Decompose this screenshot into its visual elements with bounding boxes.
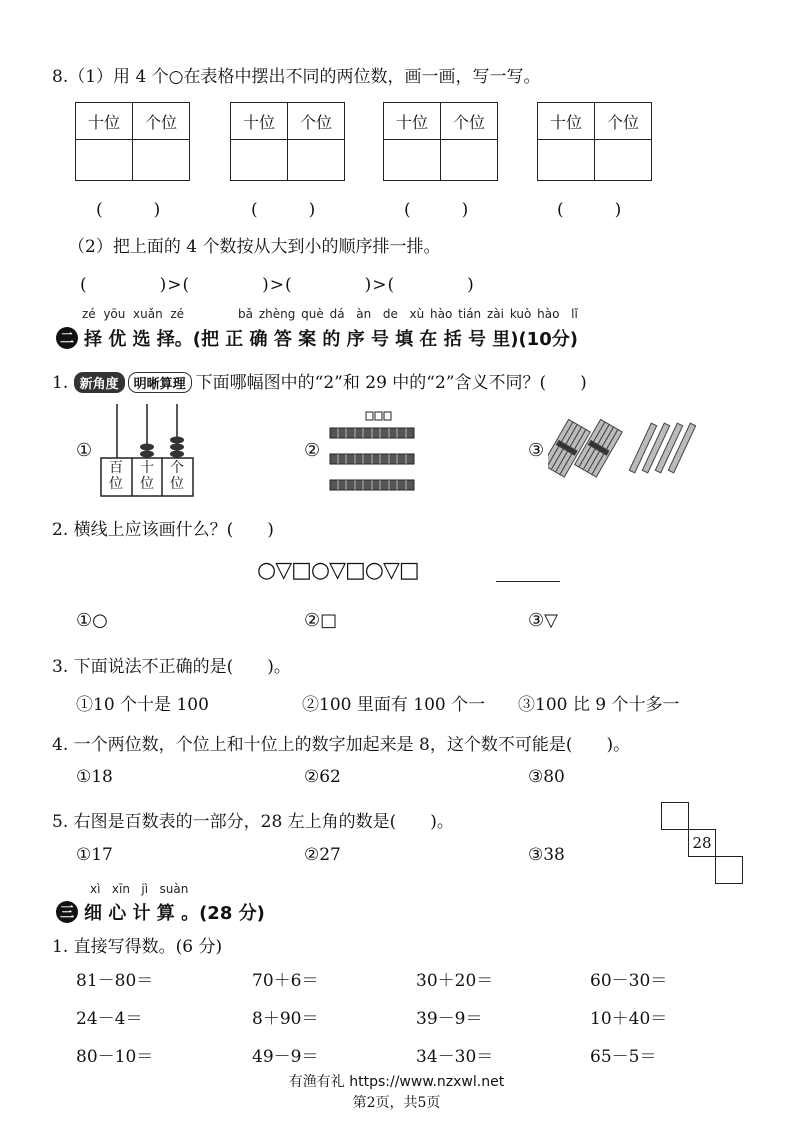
answer-paren-2[interactable]: ( ) <box>251 200 316 220</box>
pinyin: què <box>301 307 324 321</box>
ones-header: 个位 <box>595 103 652 140</box>
tens-header: 十位 <box>76 103 133 140</box>
ones-cell[interactable] <box>288 140 345 181</box>
ones-cell[interactable] <box>595 140 652 181</box>
calc-item[interactable]: 80－10＝ <box>76 1047 154 1067</box>
pinyin: bǎ <box>238 307 253 321</box>
abacus-label-ones: 个位 <box>170 460 184 492</box>
q4-option-1[interactable]: ①18 <box>76 767 113 787</box>
hundred-chart-cell-bottomright <box>715 856 743 884</box>
watermark: 有渔有礼 https://www.nzxwl.net <box>288 1074 505 1090</box>
calc-item[interactable]: 49－9＝ <box>252 1047 319 1067</box>
q5-text: 5. 右图是百数表的一部分，28 左上角的数是( )。 <box>52 812 454 832</box>
pinyin: lǐ <box>571 307 578 321</box>
section-title: 细 心 计 算 。(28 分) <box>84 903 265 924</box>
abacus-label-hundreds: 百位 <box>109 460 123 492</box>
q1-text: 下面哪幅图中的“2”和 29 中的“2”含义不同？( ) <box>195 373 587 393</box>
pinyin: hào <box>430 307 453 321</box>
calc-item[interactable]: 65－5＝ <box>590 1047 657 1067</box>
section2-pinyin-2 <box>238 307 578 321</box>
q5-option-1[interactable]: ①17 <box>76 845 113 865</box>
shape-sequence: ○▽□○▽□○▽□ <box>257 558 419 583</box>
pinyin: tián <box>458 307 482 321</box>
ones-cell[interactable] <box>441 140 498 181</box>
section3-header <box>56 899 265 925</box>
q8-part1: 8.（1）用 4 个○在表格中摆出不同的两位数，画一画，写一写。 <box>52 67 541 87</box>
place-value-table-1[interactable] <box>75 102 190 181</box>
q4-option-2[interactable]: ②62 <box>304 767 341 787</box>
answer-paren-1[interactable]: ( ) <box>96 200 161 220</box>
ones-header: 个位 <box>288 103 345 140</box>
place-value-table-3[interactable] <box>383 102 498 181</box>
calc-item[interactable]: 30＋20＝ <box>416 971 494 991</box>
option-2-label[interactable]: ② <box>304 440 321 461</box>
answer-paren-4[interactable]: ( ) <box>557 200 622 220</box>
pinyin: àn <box>356 307 372 321</box>
section-badge: 三 <box>56 901 78 923</box>
order-line[interactable]: ( )>( )>( )>( ) <box>80 275 475 295</box>
tens-cell[interactable] <box>384 140 441 181</box>
pinyin: suàn <box>159 882 189 896</box>
pinyin: zhèng <box>258 307 296 321</box>
calc-item[interactable]: 39－9＝ <box>416 1009 483 1029</box>
pinyin: xì <box>90 882 101 896</box>
q1-line <box>52 368 587 393</box>
calc-heading: 1. 直接写得数。(6 分) <box>52 937 223 957</box>
page-number: 第2页，共5页 <box>352 1095 441 1111</box>
q3-option-2[interactable]: ②100 里面有 100 个一 <box>302 695 486 715</box>
tens-cell[interactable] <box>76 140 133 181</box>
q4-text: 4. 一个两位数，个位上和十位上的数字加起来是 8，这个数不可能是( )。 <box>52 735 631 755</box>
section2-pinyin-1 <box>82 307 184 321</box>
section-badge: 二 <box>56 327 78 349</box>
hundred-chart-cell-topleft <box>661 802 689 830</box>
pinyin: hào <box>537 307 560 321</box>
pinyin: zé <box>82 307 96 321</box>
abacus-label-tens: 十位 <box>140 460 154 492</box>
q3-option-3[interactable]: ③100 比 9 个十多一 <box>518 695 680 715</box>
calc-item[interactable]: 10＋40＝ <box>590 1009 668 1029</box>
reasoning-tag: 明晰算理 <box>128 372 192 393</box>
q4-option-3[interactable]: ③80 <box>528 767 565 787</box>
pinyin: yōu <box>103 307 126 321</box>
pinyin: xù <box>409 307 425 321</box>
ones-cell[interactable] <box>133 140 190 181</box>
pinyin: kuò <box>509 307 532 321</box>
q5-option-3[interactable]: ③38 <box>528 845 565 865</box>
q2-option-2[interactable]: ②□ <box>304 610 338 631</box>
tens-header: 十位 <box>231 103 288 140</box>
q8-part2: （2）把上面的 4 个数按从大到小的顺序排一排。 <box>68 237 441 257</box>
pinyin: xīn <box>111 882 130 896</box>
section3-pinyin <box>90 882 188 896</box>
stick-bundles-figure <box>548 418 698 478</box>
calc-item[interactable]: 60－30＝ <box>590 971 668 991</box>
answer-paren-3[interactable]: ( ) <box>404 200 469 220</box>
q3-text: 3. 下面说法不正确的是( )。 <box>52 657 291 677</box>
q2-option-1[interactable]: ①○ <box>76 610 108 631</box>
option-3-label[interactable]: ③ <box>528 440 545 461</box>
pinyin: zài <box>486 307 504 321</box>
q5-option-2[interactable]: ②27 <box>304 845 341 865</box>
calc-item[interactable]: 8＋90＝ <box>252 1009 319 1029</box>
tens-header: 十位 <box>538 103 595 140</box>
calc-item[interactable]: 34－30＝ <box>416 1047 494 1067</box>
ones-header: 个位 <box>441 103 498 140</box>
section-title: 择 优 选 择。(把 正 确 答 案 的 序 号 填 在 括 号 里)(10分) <box>84 329 578 350</box>
place-value-table-2[interactable] <box>230 102 345 181</box>
tens-cell[interactable] <box>231 140 288 181</box>
q3-option-1[interactable]: ①10 个十是 100 <box>76 695 209 715</box>
calc-item[interactable]: 70＋6＝ <box>252 971 319 991</box>
q2-option-3[interactable]: ③▽ <box>528 610 558 631</box>
base-ten-blocks-figure <box>326 408 418 492</box>
pinyin: jì <box>141 882 149 896</box>
new-angle-tag: 新角度 <box>74 372 125 393</box>
place-value-table-4[interactable] <box>537 102 652 181</box>
option-1-label[interactable]: ① <box>76 440 93 461</box>
pinyin: de <box>382 307 398 321</box>
hundred-chart-cell-28: 28 <box>688 829 716 857</box>
section2-header <box>56 325 578 351</box>
q2-text: 2. 横线上应该画什么？( ) <box>52 520 274 540</box>
pinyin: zé <box>170 307 185 321</box>
tens-cell[interactable] <box>538 140 595 181</box>
pinyin: xuǎn <box>133 307 163 321</box>
tens-header: 十位 <box>384 103 441 140</box>
ones-header: 个位 <box>133 103 190 140</box>
calc-item[interactable]: 24－4＝ <box>76 1009 143 1029</box>
q-number: 1. <box>52 373 69 393</box>
blank-line[interactable] <box>496 581 560 582</box>
pinyin: dá <box>329 307 345 321</box>
calc-item[interactable]: 81－80＝ <box>76 971 154 991</box>
